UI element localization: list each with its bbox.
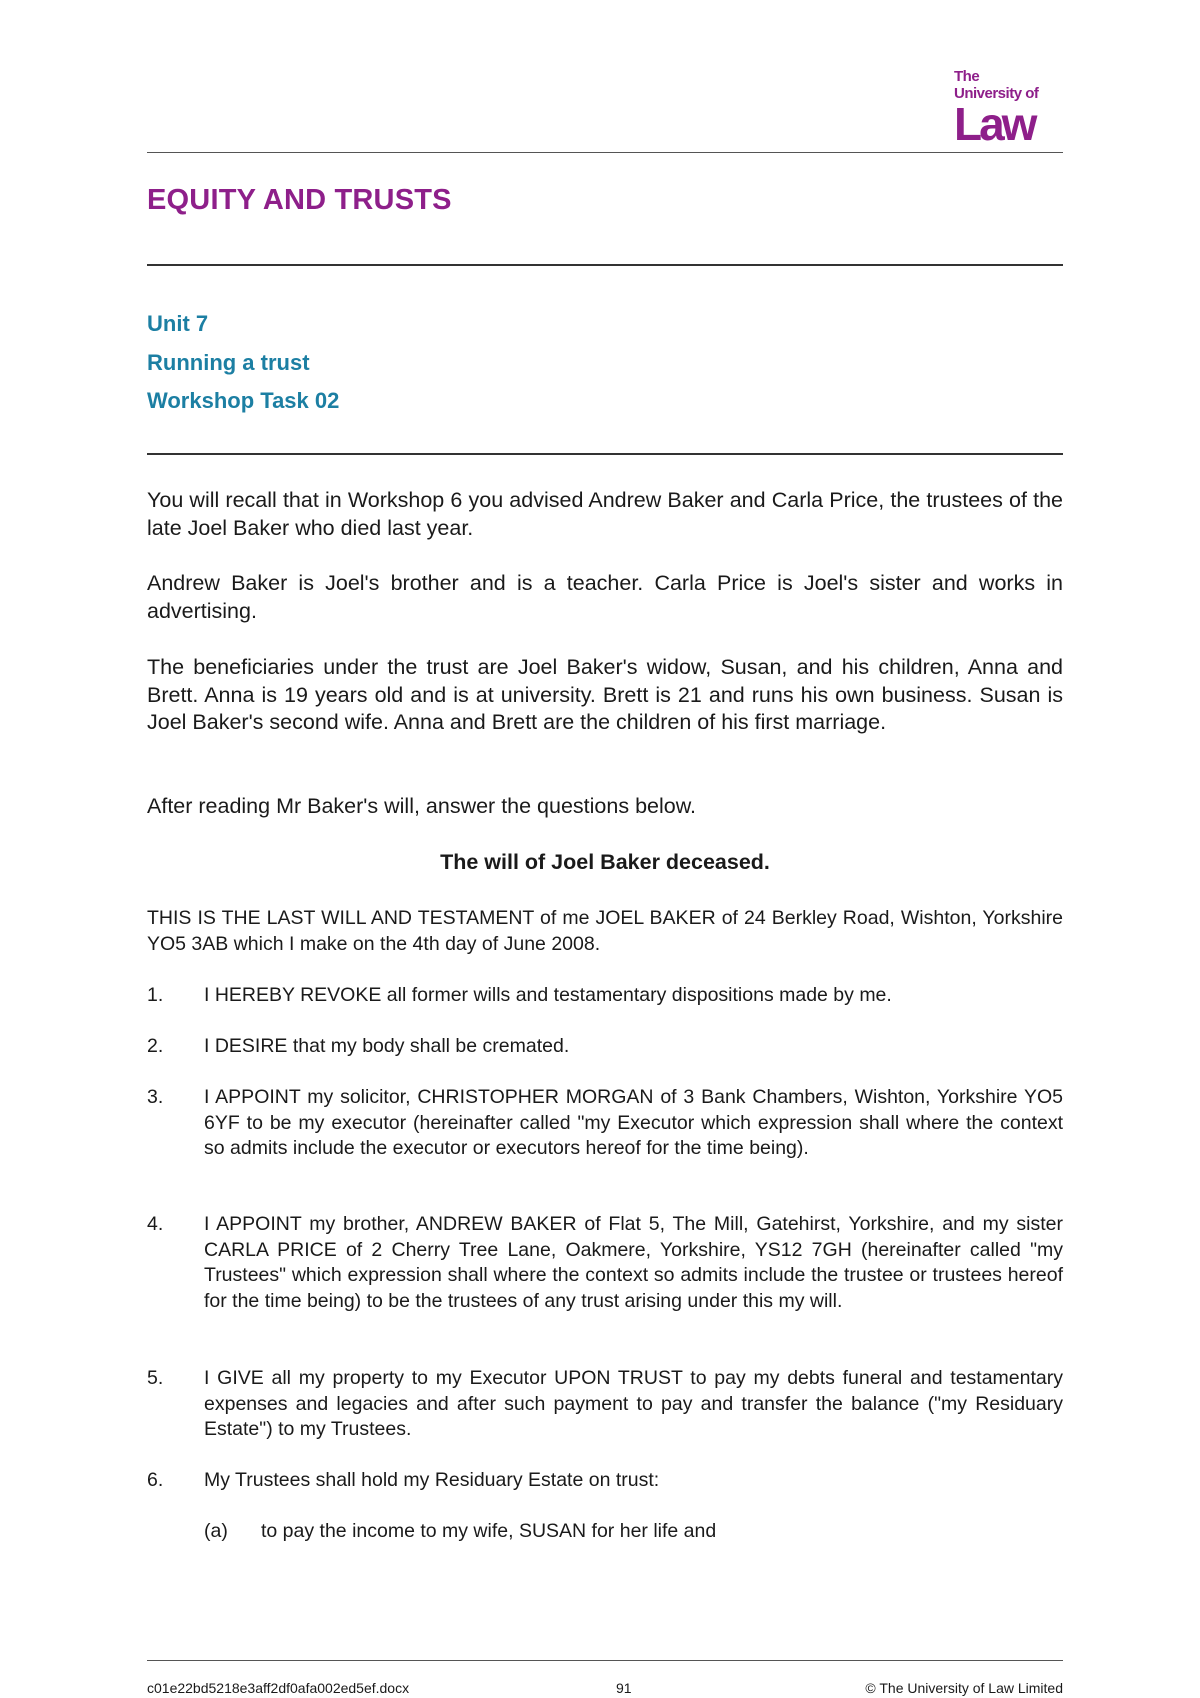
clause-4 xyxy=(147,1212,1063,1314)
will-heading: The will of Joel Baker deceased. xyxy=(440,850,770,874)
title-rule xyxy=(147,264,1063,266)
clause-text: I APPOINT my solicitor, CHRISTOPHER MORGAN of 3 Bank Chambers, Wishton, Yorkshire YO5 6YF to be my executor (hereinafter called "my Executor which expression shall where the context so admits include the executor or executors hereof for the time being). xyxy=(204,1086,1063,1159)
clause-number: 6. xyxy=(147,1469,164,1491)
clause-3 xyxy=(147,1085,1063,1162)
intro-paragraph-3: The beneficiaries under the trust are Joel Baker's widow, Susan, and his children, Anna and Brett. Anna is 19 years old and is at university. Brett is 21 and runs his own business. Susan is Joel Baker's second wife. Anna and Brett are the children of his first marriage. xyxy=(147,655,1063,734)
intro-paragraph-4: After reading Mr Baker's will, answer the questions below. xyxy=(147,794,697,818)
clause-text: My Trustees shall hold my Residuary Estate on trust: xyxy=(204,1469,660,1491)
header-rule xyxy=(147,152,1063,153)
footer-page-number: 91 xyxy=(616,1680,632,1696)
clause-text: I GIVE all my property to my Executor UPON TRUST to pay my debts funeral and testamentary expenses and legacies and after such payment to pay and transfer the balance ("my Residuary Estate") to my Trustees. xyxy=(204,1367,1063,1440)
topic-label: Running a trust xyxy=(147,350,310,375)
clause-number: 5. xyxy=(147,1367,164,1389)
will-opening-text: THIS IS THE LAST WILL AND TESTAMENT of me JOEL BAKER of 24 Berkley Road, Wishton, Yorkshire YO5 3AB which I make on the 4th day of June 2008. xyxy=(147,907,1063,955)
clause-6 xyxy=(147,1468,1063,1494)
subclause-a xyxy=(204,1519,1063,1545)
university-logo xyxy=(954,68,1064,148)
unit-label: Unit 7 xyxy=(147,311,209,336)
logo-line-the: The xyxy=(954,68,980,85)
clause-text: I APPOINT my brother, ANDREW BAKER of Flat 5, The Mill, Gatehirst, Yorkshire, and my sister CARLA PRICE of 2 Cherry Tree Lane, Oakmere, Yorkshire, YS12 7GH (hereinafter called "my Trustees" which expression shall where the context so admits include the trustee or trustees hereof for the time being) to be the trustees of any trust arising under this my will. xyxy=(204,1213,1063,1312)
section-rule xyxy=(147,453,1063,455)
logo-line-law: Law xyxy=(954,98,1035,150)
footer-copyright: © The University of Law Limited xyxy=(865,1680,1063,1696)
clause-number: 3. xyxy=(147,1086,164,1108)
clause-1 xyxy=(147,983,1063,1009)
footer-rule xyxy=(147,1660,1063,1661)
logo-line-university: University of xyxy=(954,85,1039,102)
task-label: Workshop Task 02 xyxy=(147,388,340,413)
footer-filename: c01e22bd5218e3aff2df0afa002ed5ef.docx xyxy=(147,1680,410,1696)
clause-2 xyxy=(147,1034,1063,1060)
will-opening xyxy=(147,906,1063,957)
subclause-number: (a) xyxy=(204,1520,228,1542)
clause-text: I HEREBY REVOKE all former wills and testamentary dispositions made by me. xyxy=(204,984,892,1006)
clause-number: 1. xyxy=(147,984,164,1006)
intro-paragraph-2: Andrew Baker is Joel's brother and is a teacher. Carla Price is Joel's sister and works in advertising. xyxy=(147,571,1063,623)
clause-text: I DESIRE that my body shall be cremated. xyxy=(204,1035,570,1057)
document-title: EQUITY AND TRUSTS xyxy=(147,184,452,216)
clause-number: 4. xyxy=(147,1213,164,1235)
subclause-text: to pay the income to my wife, SUSAN for her life and xyxy=(261,1520,717,1542)
intro-paragraph-1: You will recall that in Workshop 6 you advised Andrew Baker and Carla Price, the trustees of the late Joel Baker who died last year. xyxy=(147,488,1063,540)
clause-5 xyxy=(147,1366,1063,1443)
clause-number: 2. xyxy=(147,1035,164,1057)
